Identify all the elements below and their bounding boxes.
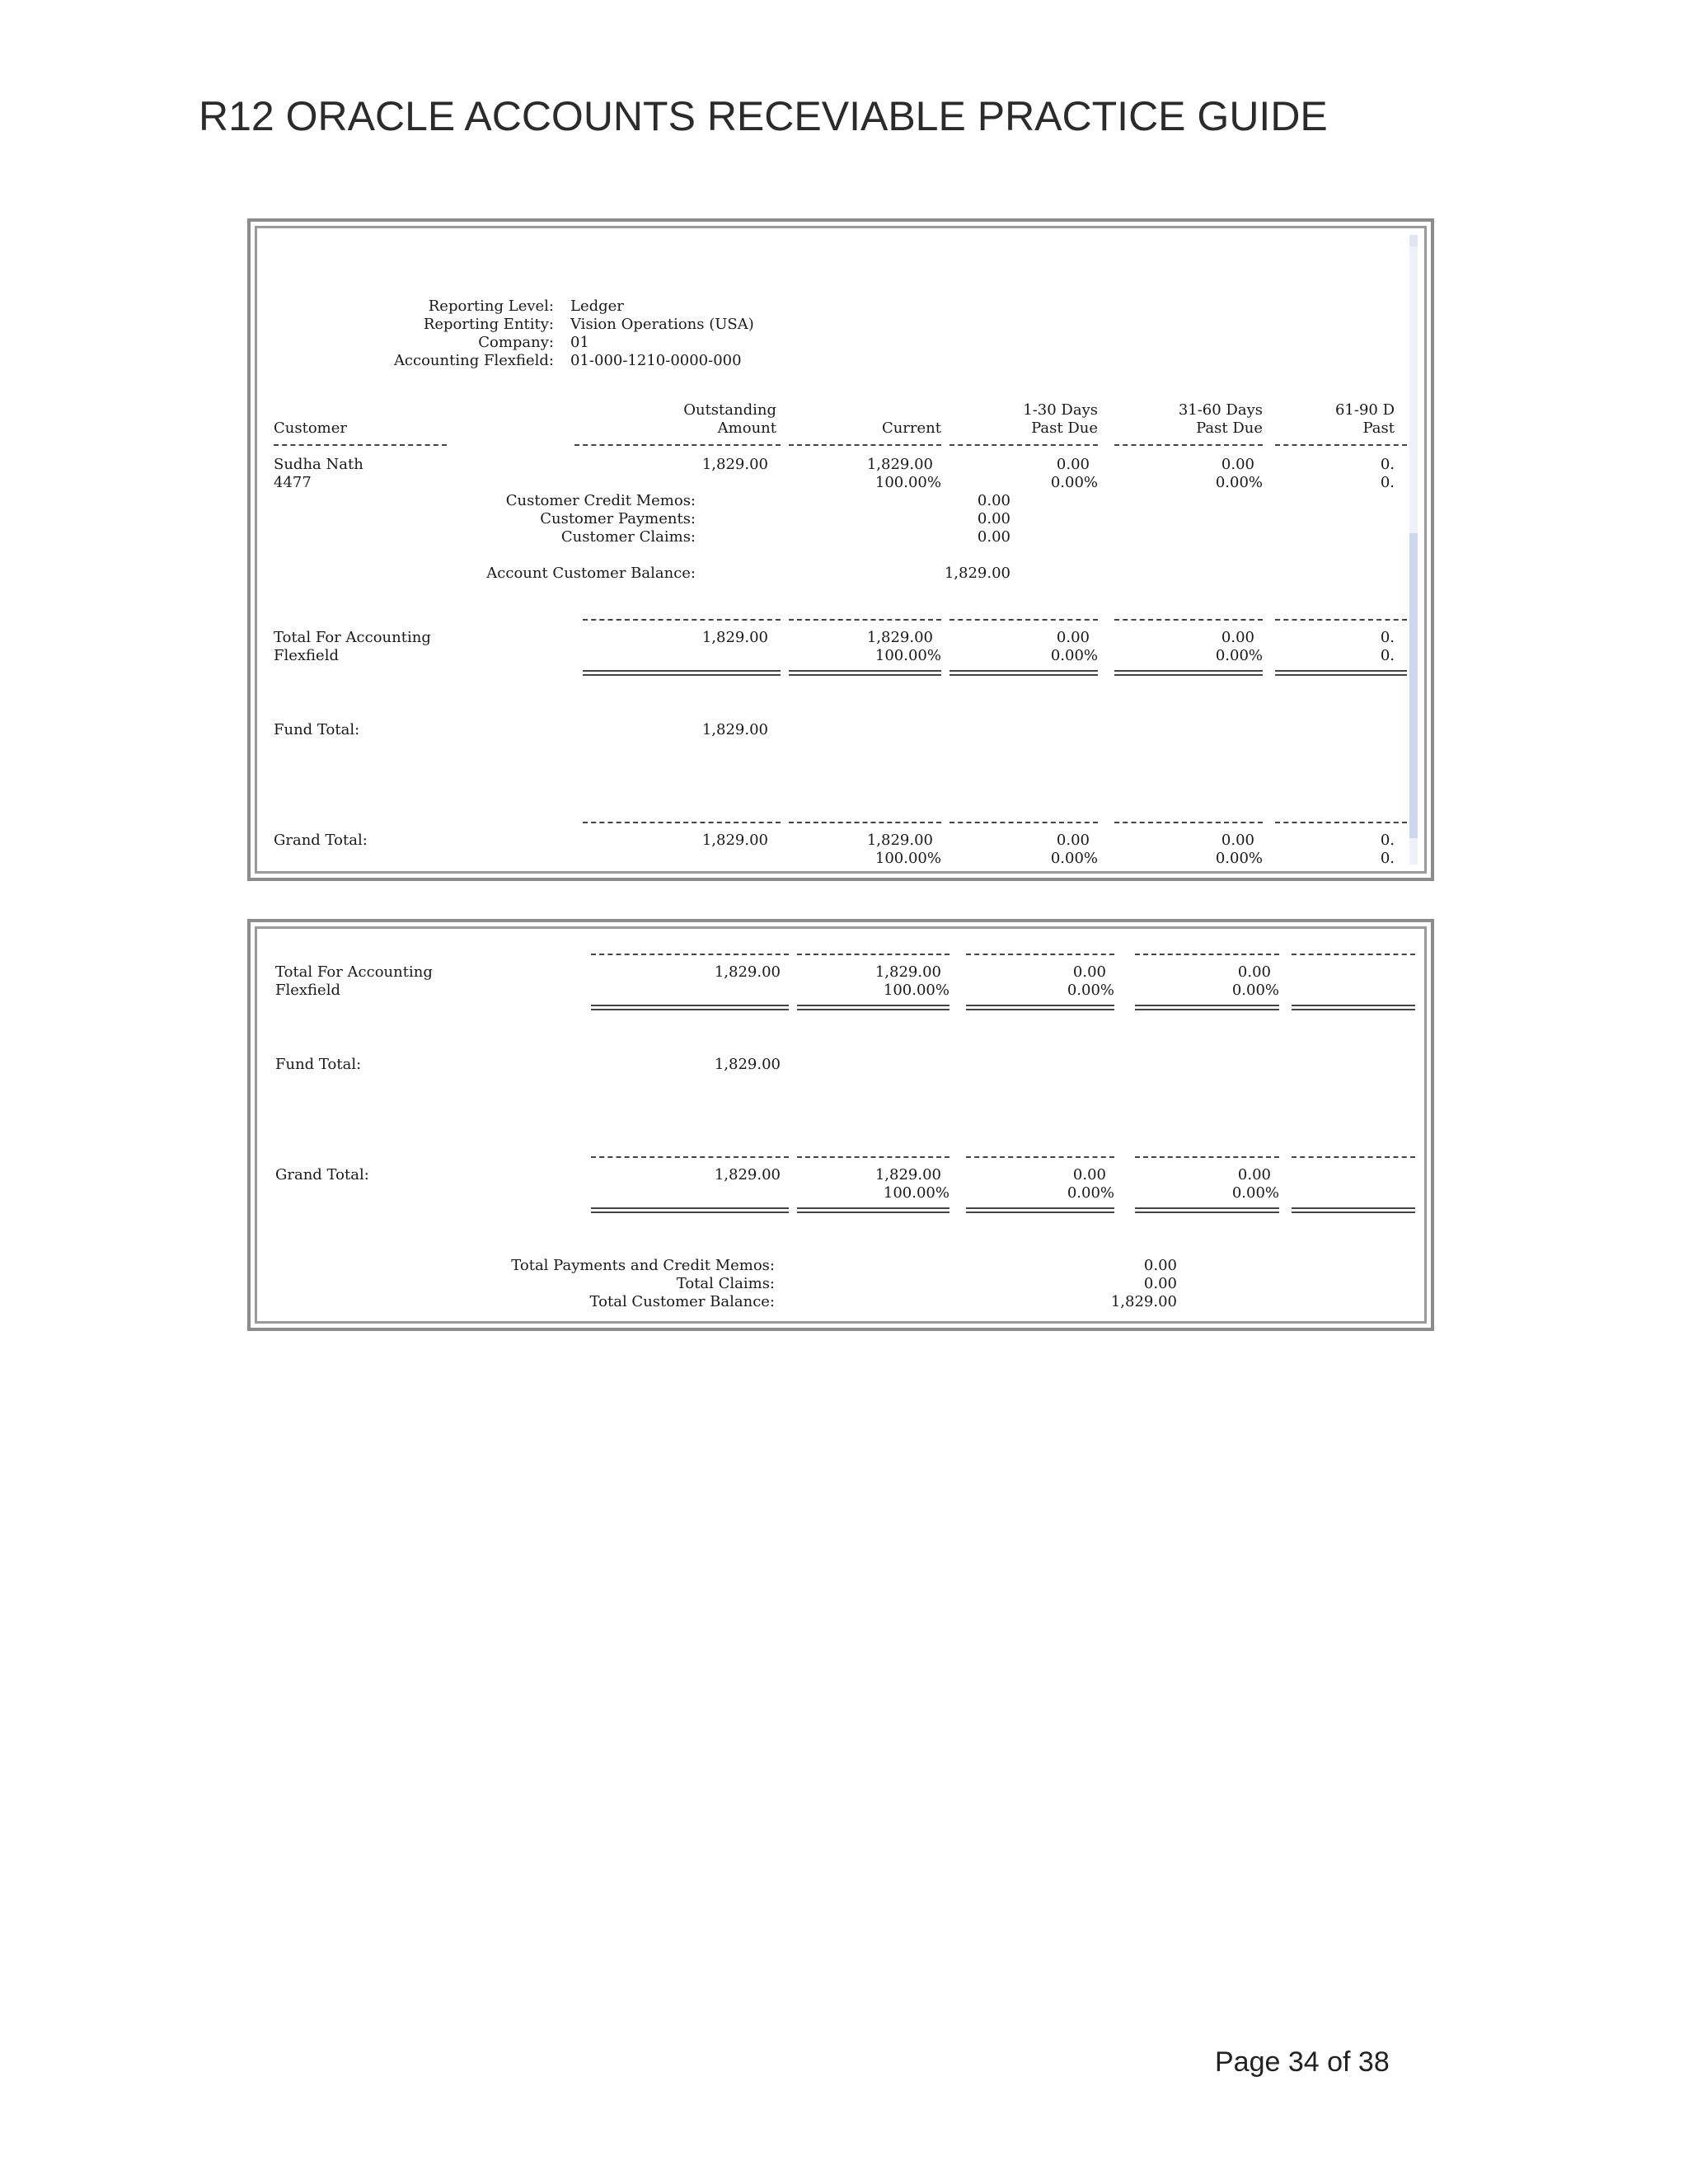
r2-dbl-rule-grand-1-30 — [966, 1207, 1114, 1213]
grand-total-outstanding: 1,829.00 — [701, 832, 768, 849]
r2-total-flex-label-2: Flexfield — [275, 982, 340, 999]
param-label-accounting-flexfield: Accounting Flexfield: — [393, 352, 554, 369]
dbl-rule-flex-outstanding — [583, 670, 781, 676]
r2-total-flex-label-1: Total For Accounting — [275, 963, 433, 981]
scrollbar-thumb[interactable] — [1409, 533, 1418, 838]
r2-rule-grand-top-current — [797, 1156, 950, 1158]
report-output-area — [255, 226, 1427, 874]
r2-grand-total-31-60: 0.00 — [1237, 1166, 1271, 1183]
r2-total-flex-1-30-pct: 0.00% — [1067, 982, 1114, 999]
customer-outstanding: 1,829.00 — [701, 456, 768, 473]
r2-dbl-rule-flex-31-60 — [1135, 1005, 1279, 1010]
report-screenshot-totals — [247, 919, 1434, 1331]
grand-total-1-30-pct: 0.00% — [1050, 850, 1098, 867]
customer-1-30-pct: 0.00% — [1050, 474, 1098, 491]
param-label-reporting-level: Reporting Level: — [428, 298, 554, 315]
r2-dbl-rule-flex-61-90 — [1292, 1005, 1415, 1010]
rule-outstanding — [574, 444, 781, 446]
label-customer-credit-memos: Customer Credit Memos: — [505, 492, 696, 509]
r2-grand-total-current-pct: 100.00% — [883, 1184, 950, 1202]
r2-total-flex-outstanding: 1,829.00 — [714, 963, 781, 981]
dbl-rule-flex-1-30 — [950, 670, 1098, 676]
r2-rule-flex-top-outstanding — [591, 954, 789, 955]
r2-total-flex-31-60-pct: 0.00% — [1231, 982, 1279, 999]
value-customer-credit-memos: 0.00 — [977, 492, 1010, 509]
label-total-payments-credit-memos: Total Payments and Credit Memos: — [511, 1257, 775, 1274]
value-account-customer-balance: 1,829.00 — [944, 565, 1010, 582]
label-customer-payments: Customer Payments: — [540, 510, 696, 527]
rule-flex-top-31-60 — [1114, 619, 1263, 621]
header-61-90-days: 61-90 D — [1334, 401, 1395, 419]
r2-dbl-rule-flex-current — [797, 1005, 950, 1010]
r2-rule-flex-top-61-90 — [1292, 954, 1415, 955]
total-flex-outstanding: 1,829.00 — [701, 629, 768, 646]
grand-total-1-30: 0.00 — [1056, 832, 1090, 849]
r2-grand-total-current: 1,829.00 — [874, 1166, 941, 1183]
r2-rule-flex-top-current — [797, 954, 950, 955]
customer-31-60-pct: 0.00% — [1215, 474, 1263, 491]
report-screenshot-aging — [247, 218, 1434, 881]
r2-dbl-rule-flex-outstanding — [591, 1005, 789, 1010]
customer-61-90-pct: 0. — [1380, 474, 1395, 491]
rule-grand-top-current — [789, 822, 941, 823]
total-flex-current-pct: 100.00% — [874, 647, 941, 664]
dbl-rule-grand-current — [789, 871, 941, 874]
r2-dbl-rule-grand-31-60 — [1135, 1207, 1279, 1213]
rule-1-30 — [950, 444, 1098, 446]
header-outstanding-1: Outstanding — [683, 401, 776, 419]
grand-total-31-60-pct: 0.00% — [1215, 850, 1263, 867]
value-customer-payments: 0.00 — [977, 510, 1010, 527]
param-value-company: 01 — [570, 334, 589, 351]
r2-rule-flex-top-1-30 — [966, 954, 1114, 955]
grand-total-current: 1,829.00 — [866, 832, 933, 849]
label-account-customer-balance: Account Customer Balance: — [486, 565, 696, 582]
rule-flex-top-61-90 — [1275, 619, 1407, 621]
grand-total-current-pct: 100.00% — [874, 850, 941, 867]
header-61-90-past: Past — [1362, 419, 1395, 437]
r2-rule-grand-top-outstanding — [591, 1156, 789, 1158]
fund-total-label: Fund Total: — [274, 721, 360, 738]
r2-total-flex-current-pct: 100.00% — [883, 982, 950, 999]
grand-total-label: Grand Total: — [274, 832, 368, 849]
customer-61-90: 0. — [1380, 456, 1395, 473]
customer-current: 1,829.00 — [866, 456, 933, 473]
grand-total-61-90-pct: 0. — [1380, 850, 1395, 867]
grand-total-61-90: 0. — [1380, 832, 1395, 849]
value-total-customer-balance: 1,829.00 — [1110, 1293, 1177, 1310]
rule-flex-top-outstanding — [583, 619, 781, 621]
param-value-reporting-entity: Vision Operations (USA) — [570, 316, 754, 333]
header-1-30-days: 1-30 Days — [1023, 401, 1098, 419]
grand-total-31-60: 0.00 — [1221, 832, 1254, 849]
rule-61-90 — [1275, 444, 1407, 446]
header-31-60-days: 31-60 Days — [1178, 401, 1263, 419]
dbl-rule-flex-61-90 — [1275, 670, 1407, 676]
r2-rule-grand-top-1-30 — [966, 1156, 1114, 1158]
scroll-up-arrow-icon[interactable] — [1409, 235, 1418, 246]
total-flex-31-60: 0.00 — [1221, 629, 1254, 646]
total-flex-61-90-pct: 0. — [1380, 647, 1395, 664]
customer-31-60: 0.00 — [1221, 456, 1254, 473]
dbl-rule-grand-61-90 — [1275, 871, 1407, 874]
rule-flex-top-1-30 — [950, 619, 1098, 621]
r2-grand-total-outstanding: 1,829.00 — [714, 1166, 781, 1183]
rule-31-60 — [1114, 444, 1263, 446]
r2-total-flex-1-30: 0.00 — [1072, 963, 1106, 981]
dbl-rule-flex-31-60 — [1114, 670, 1263, 676]
param-label-reporting-entity: Reporting Entity: — [423, 316, 554, 333]
fund-total-value: 1,829.00 — [701, 721, 768, 738]
page-number: Page 34 of 38 — [1215, 2046, 1390, 2078]
rule-customer — [274, 444, 447, 446]
param-value-accounting-flexfield: 01-000-1210-0000-000 — [570, 352, 742, 369]
r2-rule-flex-top-31-60 — [1135, 954, 1279, 955]
dbl-rule-grand-1-30 — [950, 871, 1098, 874]
label-total-claims: Total Claims: — [676, 1275, 775, 1292]
total-flex-label-1: Total For Accounting — [274, 629, 431, 646]
r2-dbl-rule-grand-current — [797, 1207, 950, 1213]
r2-dbl-rule-flex-1-30 — [966, 1005, 1114, 1010]
dbl-rule-grand-31-60 — [1114, 871, 1263, 874]
customer-current-pct: 100.00% — [874, 474, 941, 491]
dbl-rule-grand-outstanding — [583, 871, 781, 874]
document-title: R12 ORACLE ACCOUNTS RECEVIABLE PRACTICE GUIDE — [199, 93, 1328, 139]
r2-dbl-rule-grand-61-90 — [1292, 1207, 1415, 1213]
r2-grand-total-1-30: 0.00 — [1072, 1166, 1106, 1183]
total-flex-current: 1,829.00 — [866, 629, 933, 646]
total-flex-1-30: 0.00 — [1056, 629, 1090, 646]
r2-total-flex-current: 1,829.00 — [874, 963, 941, 981]
r2-total-flex-31-60: 0.00 — [1237, 963, 1271, 981]
report-output-area-2 — [255, 926, 1427, 1324]
vertical-scrollbar[interactable] — [1409, 235, 1418, 865]
value-total-claims: 0.00 — [1143, 1275, 1177, 1292]
param-label-company: Company: — [478, 334, 554, 351]
value-customer-claims: 0.00 — [977, 528, 1010, 546]
r2-fund-total-label: Fund Total: — [275, 1056, 362, 1073]
rule-grand-top-outstanding — [583, 822, 781, 823]
r2-grand-total-31-60-pct: 0.00% — [1231, 1184, 1279, 1202]
rule-current — [789, 444, 941, 446]
value-total-payments-credit-memos: 0.00 — [1143, 1257, 1177, 1274]
customer-1-30: 0.00 — [1056, 456, 1090, 473]
customer-name: Sudha Nath — [274, 456, 363, 473]
dbl-rule-flex-current — [789, 670, 941, 676]
r2-fund-total-value: 1,829.00 — [714, 1056, 781, 1073]
total-flex-label-2: Flexfield — [274, 647, 339, 664]
r2-rule-grand-top-61-90 — [1292, 1156, 1415, 1158]
header-current: Current — [881, 419, 941, 437]
rule-grand-top-31-60 — [1114, 822, 1263, 823]
r2-grand-total-1-30-pct: 0.00% — [1067, 1184, 1114, 1202]
header-31-60-past-due: Past Due — [1196, 419, 1263, 437]
header-customer: Customer — [274, 419, 347, 437]
rule-grand-top-1-30 — [950, 822, 1098, 823]
r2-dbl-rule-grand-outstanding — [591, 1207, 789, 1213]
header-outstanding-2: Amount — [717, 419, 776, 437]
label-total-customer-balance: Total Customer Balance: — [589, 1293, 775, 1310]
rule-grand-top-61-90 — [1275, 822, 1407, 823]
total-flex-61-90: 0. — [1380, 629, 1395, 646]
customer-number: 4477 — [274, 474, 312, 491]
r2-grand-total-label: Grand Total: — [275, 1166, 369, 1183]
rule-flex-top-current — [789, 619, 941, 621]
r2-rule-grand-top-31-60 — [1135, 1156, 1279, 1158]
param-value-reporting-level: Ledger — [570, 298, 624, 315]
label-customer-claims: Customer Claims: — [560, 528, 696, 546]
header-1-30-past-due: Past Due — [1031, 419, 1098, 437]
total-flex-31-60-pct: 0.00% — [1215, 647, 1263, 664]
total-flex-1-30-pct: 0.00% — [1050, 647, 1098, 664]
